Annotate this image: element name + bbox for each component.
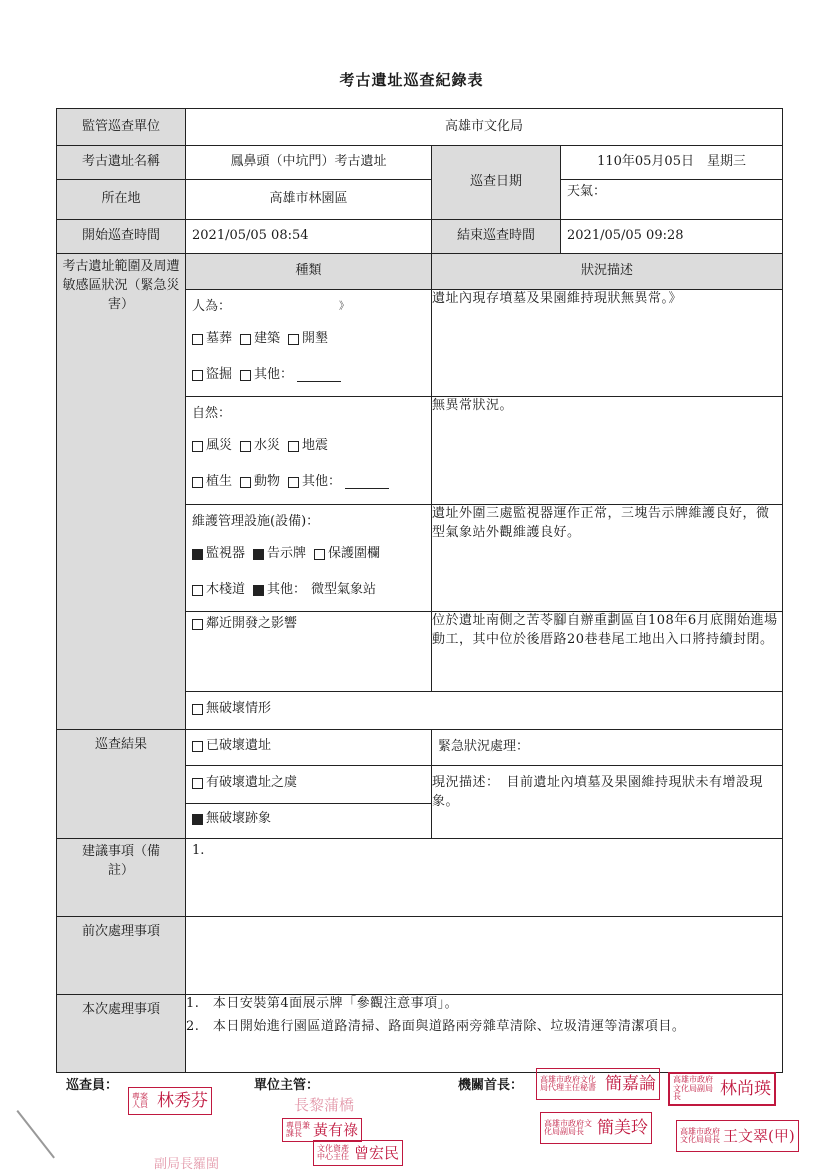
action-item: 1. 本日安裝第4面展示牌「參觀注意事項」。 <box>186 996 459 1011</box>
checkbox-burial[interactable] <box>192 334 203 345</box>
stamp-head-4 <box>676 1120 799 1152</box>
weather-label: 天氣： <box>567 184 607 199</box>
stamp-small: 高雄市政府文化局副局長 <box>673 1075 713 1102</box>
supervisor-label: 單位主管： <box>254 1078 320 1093</box>
result-risk-cell <box>186 766 432 804</box>
checkbox-boardwalk[interactable] <box>192 585 203 596</box>
stamp-name: 王文翠(甲) <box>723 1126 795 1145</box>
stamp-small: 專員兼課長 <box>286 1120 310 1138</box>
result-destroyed-cell <box>186 730 432 766</box>
site-name-label: 考古遺址名稱 <box>57 146 186 180</box>
checkbox-nearby-dev[interactable] <box>192 619 203 630</box>
page-title: 考古遺址巡查紀錄表 <box>339 71 484 89</box>
checkbox-no-trace[interactable] <box>192 814 203 825</box>
opt-vegetation: 植生 <box>206 473 233 489</box>
head-label: 機關首長： <box>458 1078 524 1093</box>
facility-desc: 遺址外圍三處監視器運作正常，三塊告示牌維護良好，微型氣象站外觀維護良好。 <box>432 505 783 612</box>
opt-animal: 動物 <box>254 473 281 489</box>
site-name-value: 鳳鼻頭（中坑門）考古遺址 <box>186 146 432 180</box>
stamp-faint-1 <box>290 1093 358 1117</box>
opt-natural-other: 其他： <box>302 473 342 489</box>
checkbox-building[interactable] <box>240 334 251 345</box>
end-time-label: 結束巡查時間 <box>432 220 561 254</box>
checkbox-fence[interactable] <box>314 549 325 560</box>
opt-boardwalk: 木棧道 <box>206 581 246 597</box>
stamp-small: 文化資產中心主任 <box>317 1143 349 1161</box>
location-value: 高雄市林園區 <box>186 180 432 220</box>
natural-desc: 無異常狀況。 <box>432 397 783 505</box>
opt-burial: 墓葬 <box>206 330 233 346</box>
stamp-section-chief <box>282 1118 362 1142</box>
checkbox-cultivation[interactable] <box>288 334 299 345</box>
stamp-name: 副局長羅閩 <box>154 1156 220 1172</box>
opt-human-other: 其他： <box>254 366 294 382</box>
stamp-name: 林尚瑛 <box>720 1078 771 1099</box>
opt-typhoon: 風災 <box>206 437 233 453</box>
start-time-label: 開始巡查時間 <box>57 220 186 254</box>
facility-type-cell <box>186 505 432 612</box>
human-other-blank <box>297 369 341 382</box>
opt-building: 建築 <box>254 330 281 346</box>
facility-title: 維護管理設施(設備)： <box>192 513 320 529</box>
previous-value <box>186 917 783 995</box>
current-status-desc: 現況描述： 目前遺址內墳墓及果園維持現狀未有增設現象。 <box>432 766 783 839</box>
stamp-head-3 <box>668 1072 776 1106</box>
unit-value: 高雄市文化局 <box>186 109 783 146</box>
checkbox-facility-other[interactable] <box>253 585 264 596</box>
suggest-label: 建議事項（備註） <box>57 839 186 917</box>
checkbox-earthquake[interactable] <box>288 441 299 452</box>
checkbox-looting[interactable] <box>192 370 203 381</box>
nearby-type-cell <box>186 612 432 692</box>
opt-looting: 盜掘 <box>206 366 233 382</box>
nearby-desc: 位於遺址南側之苦苓腳自辦重劃區自108年6月底開始進場動工，其中位於後厝路20巷巷尾工地出入口將持續封閉。 <box>432 612 783 692</box>
stamp-small: 高雄市政府文化局局長 <box>680 1126 720 1144</box>
stamp-inspector <box>128 1087 212 1115</box>
current-actions-cell <box>186 995 783 1073</box>
checkbox-animal[interactable] <box>240 477 251 488</box>
opt-nearby-dev: 鄰近開發之影響 <box>206 616 298 631</box>
stamp-name: 曾宏民 <box>354 1143 400 1162</box>
natural-title: 自然： <box>192 405 232 421</box>
stamp-name: 林秀芬 <box>157 1090 208 1111</box>
location-label: 所在地 <box>57 180 186 220</box>
opt-facility-other: 其他： <box>267 581 307 597</box>
start-time-value: 2021/05/05 08:54 <box>186 220 432 254</box>
opt-risk: 有破壞遺址之虞 <box>206 774 298 790</box>
natural-type-cell <box>186 397 432 505</box>
facility-other-value: 微型氣象站 <box>311 581 377 597</box>
opt-signboard: 告示牌 <box>267 545 307 561</box>
result-label: 巡查結果 <box>57 730 186 839</box>
scope-label: 考古遺址範圍及周遭敏感區狀況（緊急災害） <box>57 254 186 730</box>
opt-cultivation: 開墾 <box>302 330 329 346</box>
checkbox-vegetation[interactable] <box>192 477 203 488</box>
type-header: 種類 <box>186 254 432 290</box>
human-type-cell <box>186 290 432 397</box>
unit-label: 監管巡查單位 <box>57 109 186 146</box>
checkbox-typhoon[interactable] <box>192 441 203 452</box>
opt-fence: 保護圍欄 <box>328 545 381 561</box>
action-item: 2. 本日開始進行園區道路清掃、路面與道路兩旁雜草清除、垃圾清運等清潔項目。 <box>186 1018 686 1034</box>
opt-no-trace: 無破壞跡象 <box>206 811 272 827</box>
checkbox-risk[interactable] <box>192 778 203 789</box>
inspect-date-value: 110年05月05日 星期三 <box>561 146 783 180</box>
stamp-name: 黃有祿 <box>313 1120 359 1139</box>
inspection-form-table <box>56 108 783 1073</box>
natural-other-blank <box>345 476 389 489</box>
stamp-name: 簡嘉論 <box>605 1073 656 1094</box>
checkbox-no-damage[interactable] <box>192 704 203 715</box>
stamp-small: 高雄市政府文化局副局長 <box>544 1118 592 1136</box>
checkbox-cctv[interactable] <box>192 549 203 560</box>
weather-cell <box>561 180 783 220</box>
opt-cctv: 監視器 <box>206 545 246 561</box>
stamp-faint-2 <box>150 1156 223 1174</box>
desc-header: 狀況描述 <box>432 254 783 290</box>
previous-label: 前次處理事項 <box>57 917 186 995</box>
stamp-name: 簡美玲 <box>597 1117 648 1138</box>
opt-flood: 水災 <box>254 437 281 453</box>
opt-destroyed: 已破壞遺址 <box>206 737 272 753</box>
checkbox-destroyed[interactable] <box>192 741 203 752</box>
stamp-center-director <box>313 1140 403 1166</box>
checkbox-natural-other[interactable] <box>288 477 299 488</box>
checkbox-flood[interactable] <box>240 441 251 452</box>
emergency-cell: 緊急狀況處理： <box>432 730 783 766</box>
opt-no-damage: 無破壞情形 <box>206 700 272 716</box>
stamp-small: 專案人員 <box>132 1091 148 1109</box>
end-time-value: 2021/05/05 09:28 <box>561 220 783 254</box>
checkbox-human-other[interactable] <box>240 370 251 381</box>
no-damage-cell <box>186 692 783 730</box>
checkbox-signboard[interactable] <box>253 549 264 560</box>
inspect-date-label: 巡查日期 <box>432 146 561 220</box>
suggest-value: 1. <box>186 839 783 917</box>
scan-artifact-line <box>16 1110 55 1159</box>
human-desc: 遺址內現存墳墓及果園維持現狀無異常。》 <box>432 290 783 397</box>
stamp-head-2 <box>540 1112 652 1144</box>
result-none-cell <box>186 804 432 839</box>
stray-mark: 》 <box>339 300 350 312</box>
stamp-small: 高雄市政府文化局代理主任秘書 <box>540 1074 596 1092</box>
human-title: 人為： <box>192 298 232 314</box>
inspector-label: 巡查員： <box>66 1078 119 1093</box>
stamp-head-1 <box>536 1068 660 1100</box>
stamp-name: 長黎蒲橋 <box>294 1095 355 1114</box>
current-actions-label: 本次處理事項 <box>57 995 186 1073</box>
opt-earthquake: 地震 <box>302 437 329 453</box>
